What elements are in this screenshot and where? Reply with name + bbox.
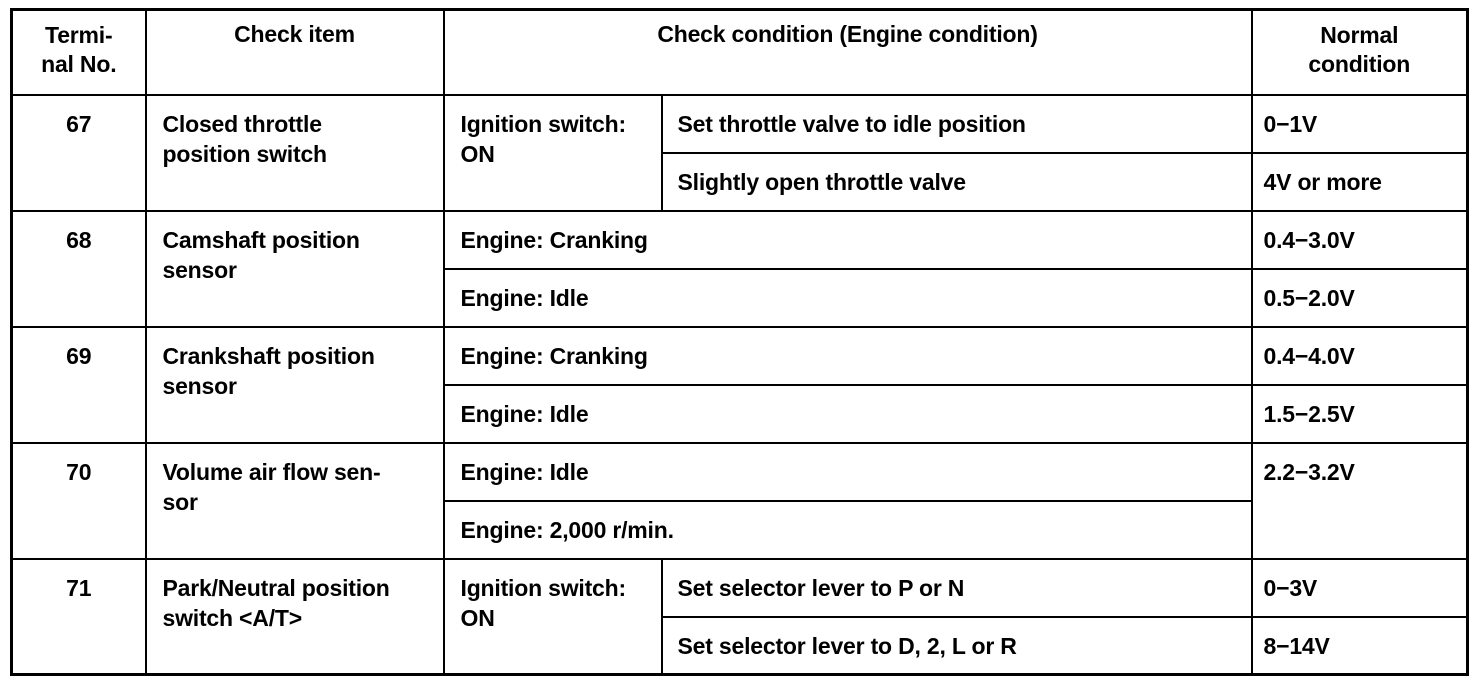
check-condition: Engine: Idle [444, 443, 1252, 501]
normal-condition: 0.5−2.0V [1252, 269, 1468, 327]
header-normal-line2: condition [1308, 51, 1411, 77]
normal-condition: 0.4−3.0V [1252, 211, 1468, 269]
check-condition: Set selector lever to P or N [662, 559, 1252, 617]
header-row [12, 10, 1468, 95]
header-normal-condition [1252, 10, 1468, 95]
condition-group [444, 559, 662, 675]
check-item-line1: Camshaft position [162, 226, 360, 253]
check-item [146, 559, 444, 675]
header-terminal-no [12, 10, 146, 95]
check-condition: Engine: Idle [444, 385, 1252, 443]
normal-condition: 0−1V [1252, 95, 1468, 153]
normal-condition: 4V or more [1252, 153, 1468, 211]
normal-condition: 2.2−3.2V [1252, 443, 1468, 559]
check-item-line1: Crankshaft position [162, 342, 375, 369]
header-terminal-line1: Termi- [45, 22, 113, 48]
terminal-number: 69 [12, 327, 146, 443]
condition-group-line1: Ignition switch: [460, 574, 626, 601]
condition-group [444, 95, 662, 211]
check-item-line2: position switch [162, 140, 327, 167]
table-row [12, 327, 1468, 385]
terminal-check-table [10, 8, 1469, 676]
check-condition: Engine: 2,000 r/min. [444, 501, 1252, 559]
check-condition: Engine: Cranking [444, 211, 1252, 269]
condition-group-line2: ON [460, 604, 495, 631]
check-item-line2: sor [162, 488, 198, 515]
normal-condition: 0.4−4.0V [1252, 327, 1468, 385]
terminal-number: 71 [12, 559, 146, 675]
check-condition: Slightly open throttle valve [662, 153, 1252, 211]
check-condition: Engine: Idle [444, 269, 1252, 327]
table-row [12, 559, 1468, 617]
check-condition: Engine: Cranking [444, 327, 1252, 385]
table-row [12, 443, 1468, 501]
check-item [146, 327, 444, 443]
normal-condition: 0−3V [1252, 559, 1468, 617]
condition-group-line2: ON [460, 140, 495, 167]
check-item [146, 211, 444, 327]
normal-condition: 1.5−2.5V [1252, 385, 1468, 443]
check-item-line2: sensor [162, 372, 237, 399]
check-item-line2: switch <A/T> [162, 604, 302, 631]
check-item-line1: Volume air flow sen- [162, 458, 381, 485]
check-condition: Set throttle valve to idle position [662, 95, 1252, 153]
check-item [146, 443, 444, 559]
terminal-number: 70 [12, 443, 146, 559]
terminal-number: 68 [12, 211, 146, 327]
terminal-number: 67 [12, 95, 146, 211]
check-item-line2: sensor [162, 256, 237, 283]
header-check-condition: Check condition (Engine condition) [444, 10, 1252, 95]
check-item-line1: Park/Neutral position [162, 574, 390, 601]
check-condition: Set selector lever to D, 2, L or R [662, 617, 1252, 675]
normal-condition: 8−14V [1252, 617, 1468, 675]
check-item [146, 95, 444, 211]
condition-group-line1: Ignition switch: [460, 110, 626, 137]
table-row [12, 95, 1468, 153]
header-terminal-line2: nal No. [41, 51, 117, 77]
header-normal-line1: Normal [1320, 22, 1399, 48]
table-row [12, 211, 1468, 269]
header-check-item: Check item [146, 10, 444, 95]
check-item-line1: Closed throttle [162, 110, 322, 137]
